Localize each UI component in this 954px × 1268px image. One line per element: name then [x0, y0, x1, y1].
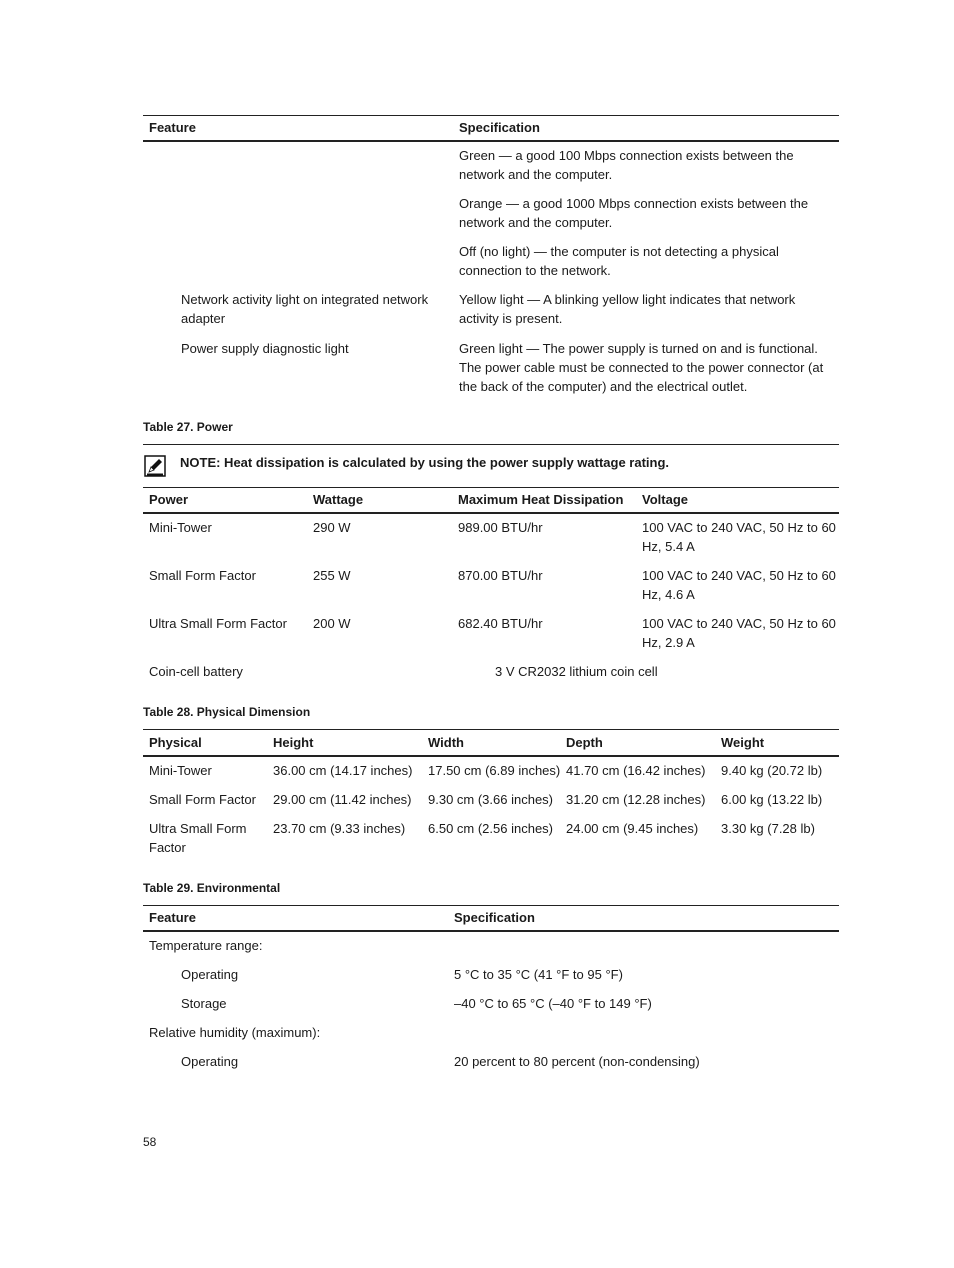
text-line: 100 VAC to 240 VAC, 50 Hz to 60	[642, 520, 836, 535]
table-cell-heat: 989.00 BTU/hr	[458, 520, 543, 535]
text-line: Green — a good 100 Mbps connection exists between the	[459, 148, 794, 163]
table-cell-wattage: 200 W	[313, 616, 351, 631]
table-caption-power: Table 27. Power	[143, 420, 233, 434]
text-line: Hz, 5.4 A	[642, 539, 695, 554]
text-line: Hz, 4.6 A	[642, 587, 695, 602]
text-line: network and the computer.	[459, 215, 613, 230]
text-line: Off (no light) — the computer is not detecting a physical	[459, 244, 779, 259]
table-cell-battery-value: 3 V CR2032 lithium coin cell	[495, 664, 658, 679]
table-cell-depth: 31.20 cm (12.28 inches)	[566, 792, 706, 807]
table-cell-temp-operating-label: Operating	[181, 967, 239, 982]
table-cell-height: 36.00 cm (14.17 inches)	[273, 763, 413, 778]
table-cell-temp-storage-label: Storage	[181, 996, 227, 1011]
table-cell-height: 29.00 cm (11.42 inches)	[273, 792, 412, 807]
table-header-rule	[143, 140, 839, 142]
env-header-rule	[143, 930, 839, 932]
page-number: 58	[143, 1135, 157, 1149]
pencil-note-icon	[144, 455, 166, 477]
text-line: activity is present.	[459, 311, 563, 326]
table-cell-temp-operating-value: 5 °C to 35 °C (41 °F to 95 °F)	[454, 967, 623, 982]
table-header-feature: Feature	[149, 910, 196, 925]
text-line: Mini-Tower	[149, 763, 212, 778]
table-cell-depth: 41.70 cm (16.42 inches)	[566, 763, 706, 778]
table-cell-voltage	[642, 518, 836, 556]
physical-header-top-rule	[143, 729, 839, 730]
table-cell-weight: 6.00 kg (13.22 lb)	[721, 792, 823, 807]
table-cell-heat: 682.40 BTU/hr	[458, 616, 543, 631]
table-cell-humidity-operating-value: 20 percent to 80 percent (non-condensing)	[454, 1054, 700, 1069]
table-cell-physical	[149, 790, 256, 809]
power-header-rule	[143, 512, 839, 514]
table-header-power: Power	[149, 492, 189, 507]
table-header-voltage: Voltage	[642, 492, 688, 507]
env-header-top-rule	[143, 905, 839, 906]
note-text: NOTE: Heat dissipation is calculated by using the power supply wattage rating.	[180, 455, 670, 470]
text-line: Green light — The power supply is turned on and is functional.	[459, 341, 818, 356]
table-cell-voltage	[642, 614, 836, 652]
text-line: Ultra Small Form	[149, 821, 247, 836]
power-header-top-rule	[143, 487, 839, 488]
table-caption-physical: Table 28. Physical Dimension	[143, 705, 311, 719]
table-cell-width: 17.50 cm (6.89 inches)	[428, 763, 561, 778]
table-cell-spec-orange	[459, 194, 808, 232]
table-header-specification: Specification	[454, 910, 535, 925]
table-cell-heat: 870.00 BTU/hr	[458, 568, 543, 583]
table-cell-wattage: 255 W	[313, 568, 351, 583]
text-line: Yellow light — A blinking yellow light indicates that network	[459, 292, 796, 307]
table-header-depth: Depth	[566, 735, 603, 750]
table-header-physical: Physical	[149, 735, 202, 750]
table-top-rule	[143, 115, 839, 116]
table-cell-height: 23.70 cm (9.33 inches)	[273, 821, 406, 836]
text-line: adapter	[181, 311, 226, 326]
table-cell-depth: 24.00 cm (9.45 inches)	[566, 821, 699, 836]
table-header-feature: Feature	[149, 120, 196, 135]
table-cell-feature-power-supply-light	[181, 339, 349, 358]
table-cell-physical	[149, 819, 247, 857]
table-cell-width: 6.50 cm (2.56 inches)	[428, 821, 554, 836]
table-cell-power: Ultra Small Form Factor	[149, 616, 287, 631]
table-cell-feature-network-activity	[181, 290, 428, 328]
table-cell-temp-storage-value: –40 °C to 65 °C (–40 °F to 149 °F)	[454, 996, 652, 1011]
text-line: 100 VAC to 240 VAC, 50 Hz to 60	[642, 616, 836, 631]
table-cell-power: Mini-Tower	[149, 520, 212, 535]
table-cell-battery-label: Coin-cell battery	[149, 664, 243, 679]
text-line: 100 VAC to 240 VAC, 50 Hz to 60	[642, 568, 836, 583]
table-cell-width: 9.30 cm (3.66 inches)	[428, 792, 554, 807]
text-line: Network activity light on integrated network	[181, 292, 429, 307]
table-header-weight: Weight	[721, 735, 765, 750]
table-cell-spec-green-light	[459, 339, 823, 396]
text-line: connection to the network.	[459, 263, 611, 278]
text-line: The power cable must be connected to the power connector (at	[459, 360, 824, 375]
table-cell-weight: 9.40 kg (20.72 lb)	[721, 763, 823, 778]
table-header-wattage: Wattage	[313, 492, 364, 507]
text-line: Hz, 2.9 A	[642, 635, 695, 650]
table-header-width: Width	[428, 735, 464, 750]
text-line: the back of the computer) and the electrical outlet.	[459, 379, 748, 394]
text-line: Power supply diagnostic light	[181, 341, 349, 356]
table-header-height: Height	[273, 735, 314, 750]
text-line: Orange — a good 1000 Mbps connection exists between the	[459, 196, 809, 211]
table-cell-temperature-label: Temperature range:	[149, 938, 263, 953]
table-cell-wattage: 290 W	[313, 520, 351, 535]
table-cell-voltage	[642, 566, 836, 604]
table-cell-physical	[149, 761, 212, 780]
text-line: Factor	[149, 840, 186, 855]
table-cell-power: Small Form Factor	[149, 568, 256, 583]
table-header-specification: Specification	[459, 120, 540, 135]
physical-header-rule	[143, 755, 839, 757]
table-cell-spec-off	[459, 242, 779, 280]
table-cell-weight: 3.30 kg (7.28 lb)	[721, 821, 815, 836]
table-cell-humidity-label: Relative humidity (maximum):	[149, 1025, 321, 1040]
text-line: Small Form Factor	[149, 792, 256, 807]
table-caption-environmental: Table 29. Environmental	[143, 881, 281, 895]
table-cell-spec-green	[459, 146, 794, 184]
table-cell-humidity-operating-label: Operating	[181, 1054, 239, 1069]
text-line: network and the computer.	[459, 167, 613, 182]
table-header-max-heat: Maximum Heat Dissipation	[458, 492, 624, 507]
table-cell-spec-yellow	[459, 290, 795, 328]
note-top-rule	[143, 444, 839, 445]
